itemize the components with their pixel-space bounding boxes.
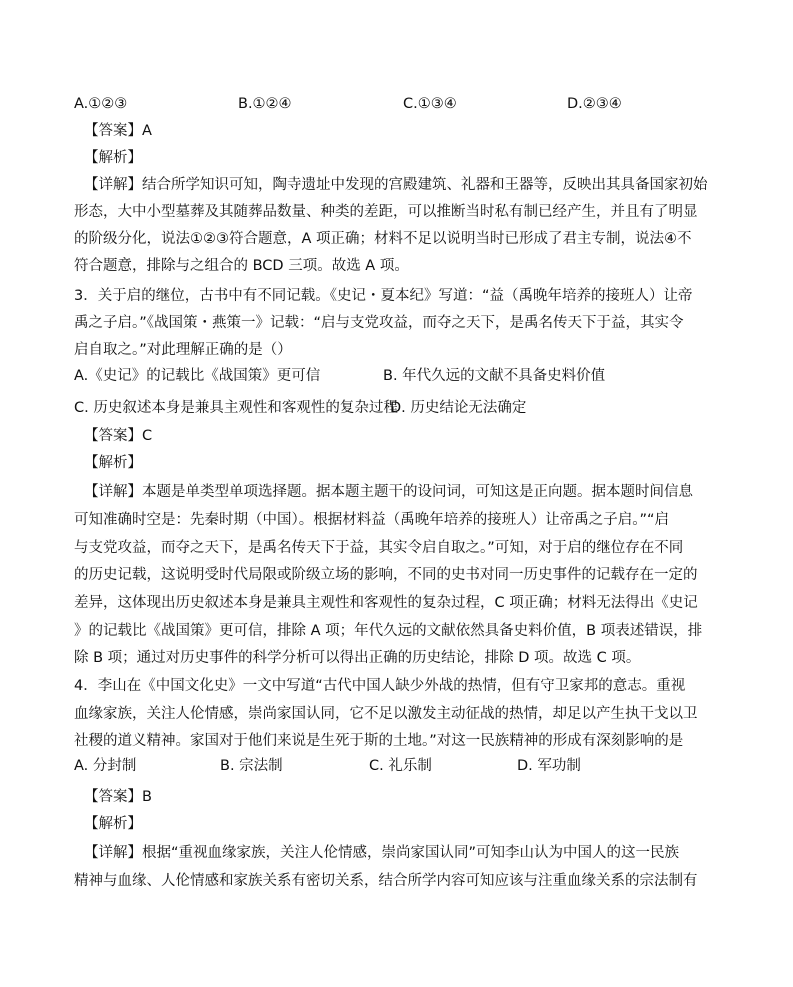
q4-analysis-label: 【解析】 [84, 816, 142, 832]
q3-detail-line: 差异，这体现出历史叙述本身是兼具主观性和客观性的复杂过程，C 项正确；材料无法得出《史记 [74, 595, 698, 611]
q4-option-b: B. 宗法制 [220, 758, 283, 774]
q4-stem-line: 血缘家族，关注人伦情感，崇尚家国认同，它不足以激发主动征战的热情，却足以产生执干戈以卫 [74, 706, 698, 722]
q2-answer: 【答案】A [84, 123, 152, 139]
q4-stem-line: 社稷的道义精神。家国对于他们来说是生死于斯的土地。”对这一民族精神的形成有深刻影响的是 [74, 733, 684, 749]
q3-stem-line: 3．关于启的继位，古书中有不同记载。《史记・夏本纪》写道：“益（禹晚年培养的接班人）让帝 [74, 288, 693, 304]
q2-detail-line: 【详解】结合所学知识可知，陶寺遗址中发现的宫殿建筑、礼器和王器等，反映出其具备国家初始 [84, 177, 708, 193]
q2-option-b: B.①②④ [238, 96, 292, 112]
q4-detail-line: 【详解】根据“重视血缘家族，关注人伦情感，崇尚家国认同”可知李山认为中国人的这一民族 [84, 845, 680, 861]
q2-option-d: D.②③④ [567, 96, 622, 112]
q4-answer: 【答案】B [84, 789, 152, 805]
q3-detail-line: 除 B 项；通过对历史事件的科学分析可以得出正确的历史结论，排除 D 项。故选 C 项。 [74, 650, 641, 666]
q4-option-d: D. 军功制 [517, 758, 581, 774]
q2-analysis-label: 【解析】 [84, 150, 142, 166]
q2-detail-line: 形态，大中小型墓葬及其随葬品数量、种类的差距，可以推断当时私有制已经产生，并且有了明显 [74, 204, 698, 220]
q3-detail-line: 》的记载比《战国策》更可信，排除 A 项；年代久远的文献依然具备史料价值，B 项表述错误，排 [74, 623, 703, 639]
q2-option-a: A.①②③ [74, 96, 128, 112]
q3-detail-line: 【详解】本题是单类型单项选择题。据本题主题干的设问词，可知这是正向题。据本题时间信息 [84, 484, 693, 500]
q3-option-b: B. 年代久远的文献不具备史料价值 [383, 368, 606, 384]
q3-answer: 【答案】C [84, 428, 153, 444]
q4-option-a: A. 分封制 [74, 758, 137, 774]
q3-analysis-label: 【解析】 [84, 455, 142, 471]
q3-stem-line: 启自取之。”对此理解正确的是（） [74, 342, 292, 358]
q4-stem-line: 4．李山在《中国文化史》一文中写道“古代中国人缺少外战的热情，但有守卫家邦的意志。重视 [74, 678, 686, 694]
q2-option-c: C.①③④ [403, 96, 457, 112]
q3-detail-line: 与支党攻益，而夺之天下，是禹名传天下于益，其实令启自取之。”可知，对于启的继位存在不同 [74, 540, 684, 556]
q3-stem-line: 禹之子启。”《战国策・燕策一》记载：“启与支党攻益，而夺之天下，是禹名传天下于益，其实令 [74, 315, 684, 331]
q3-option-a: A.《史记》的记载比《战国策》更可信 [74, 368, 321, 384]
q3-detail-line: 的历史记载，这说明受时代局限或阶级立场的影响，不同的史书对同一历史事件的记载存在一定的 [74, 567, 698, 583]
q3-option-d: D. 历史结论无法确定 [390, 400, 527, 416]
q4-option-c: C. 礼乐制 [369, 758, 432, 774]
q4-detail-line: 精神与血缘、人伦情感和家族关系有密切关系，结合所学内容可知应该与注重血缘关系的宗法制有 [74, 873, 698, 889]
q2-detail-line: 符合题意，排除与之组合的 BCD 三项。故选 A 项。 [74, 258, 409, 274]
q2-detail-line: 的阶级分化，说法①②③符合题意，A 项正确；材料不足以说明当时已形成了君主专制，说法④不 [74, 231, 692, 247]
q3-option-c: C. 历史叙述本身是兼具主观性和客观性的复杂过程 [74, 400, 398, 416]
q3-detail-line: 可知准确时空是：先秦时期（中国）。根据材料益（禹晚年培养的接班人）让帝禹之子启。”“启 [74, 512, 670, 528]
